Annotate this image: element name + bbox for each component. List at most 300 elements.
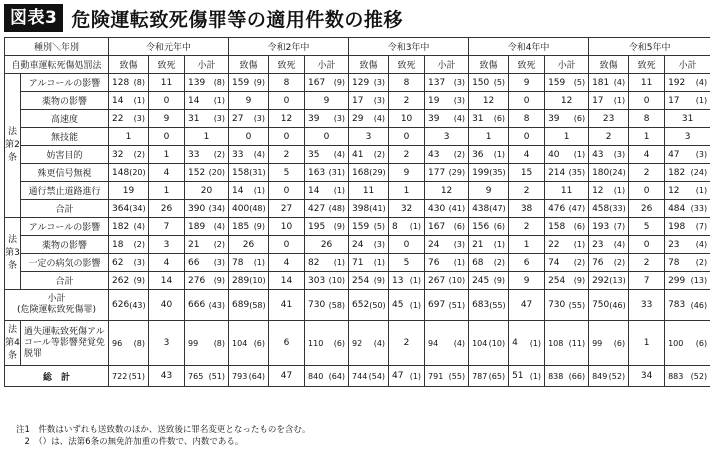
cell-value: 744 bbox=[352, 371, 368, 381]
cell-parenthetical: (47) bbox=[489, 204, 506, 213]
cell-value: 78 bbox=[668, 257, 680, 268]
cell-value: 12 bbox=[280, 113, 293, 124]
cell-value: 23 bbox=[668, 239, 680, 250]
cell-parenthetical: (4) bbox=[213, 222, 226, 231]
value-cell bbox=[185, 92, 229, 110]
cell-content bbox=[230, 168, 267, 178]
cell-value: 18 bbox=[112, 239, 124, 250]
cell-parenthetical: (48) bbox=[328, 204, 346, 213]
value-cell bbox=[425, 290, 469, 321]
cell-content bbox=[546, 372, 587, 381]
cell-content bbox=[390, 371, 423, 381]
value-cell bbox=[269, 92, 305, 110]
cell-content bbox=[470, 258, 507, 268]
cell-content bbox=[666, 132, 709, 142]
cell-value: 182 bbox=[112, 221, 130, 232]
value-cell bbox=[229, 146, 269, 164]
value-cell bbox=[425, 74, 469, 92]
note-1: 注1 件数はいずれも送致数のほか、送致後に罪名変更となったものを含む。 bbox=[16, 425, 311, 435]
value-cell bbox=[185, 200, 229, 218]
cell-parenthetical: (4) bbox=[253, 150, 266, 159]
cell-value: 3 bbox=[163, 239, 170, 250]
value-cell bbox=[389, 366, 425, 387]
cell-content bbox=[110, 300, 147, 310]
cell-value: 689 bbox=[232, 300, 250, 310]
value-cell bbox=[269, 164, 305, 182]
cell-content bbox=[110, 222, 147, 232]
cell-parenthetical: (7) bbox=[695, 222, 708, 231]
cell-content bbox=[426, 204, 467, 214]
cell-value: 1 bbox=[643, 338, 650, 348]
article-4-crime-label: 過失運転致死傷アルコール等影響発覚免脱罪 bbox=[21, 321, 109, 366]
cell-parenthetical: (43) bbox=[129, 300, 146, 310]
cell-value: 96 bbox=[112, 338, 123, 348]
notes bbox=[16, 424, 310, 448]
cell-value: 750 bbox=[592, 300, 610, 310]
cell-value: 262 bbox=[112, 275, 130, 286]
cell-value: 10 bbox=[280, 221, 293, 232]
cell-content bbox=[546, 258, 587, 268]
subcol-header: 致死 bbox=[629, 56, 665, 74]
cell-value: 66 bbox=[188, 257, 200, 268]
cell-content bbox=[546, 168, 587, 178]
cell-content bbox=[230, 276, 267, 286]
cell-parenthetical: (51) bbox=[128, 371, 146, 381]
cell-content bbox=[546, 240, 587, 250]
table-row bbox=[5, 272, 710, 290]
cell-content bbox=[186, 276, 227, 286]
cell-content bbox=[426, 150, 467, 160]
value-cell bbox=[425, 182, 469, 200]
value-cell bbox=[349, 290, 389, 321]
cell-value: 427 bbox=[308, 203, 326, 214]
cell-value: 7 bbox=[163, 221, 170, 232]
cell-content bbox=[350, 276, 387, 286]
value-cell bbox=[305, 182, 349, 200]
subtotal-label-line-1: 小計 bbox=[47, 294, 66, 304]
value-cell bbox=[349, 272, 389, 290]
cell-content bbox=[590, 186, 627, 196]
cell-content bbox=[390, 300, 423, 310]
value-cell bbox=[109, 290, 149, 321]
value-cell bbox=[389, 236, 425, 254]
cell-content bbox=[306, 132, 347, 142]
cell-parenthetical: (34) bbox=[208, 204, 226, 213]
cell-parenthetical: (13) bbox=[609, 276, 626, 285]
cell-content bbox=[426, 114, 467, 124]
cell-content bbox=[230, 300, 267, 310]
cell-parenthetical: (1) bbox=[573, 240, 586, 249]
value-cell bbox=[469, 272, 509, 290]
value-cell bbox=[665, 74, 710, 92]
cell-value: 137 bbox=[428, 77, 446, 88]
value-cell bbox=[545, 182, 589, 200]
cell-value: 99 bbox=[592, 338, 603, 348]
cell-value: 0 bbox=[283, 239, 290, 250]
cell-parenthetical: (3) bbox=[213, 258, 226, 267]
cell-value: 4 bbox=[643, 149, 650, 160]
cell-value: 110 bbox=[308, 338, 324, 348]
cell-value: 0 bbox=[403, 131, 410, 142]
row-label: 合計 bbox=[21, 200, 109, 218]
value-cell bbox=[425, 110, 469, 128]
cell-value: 2 bbox=[403, 338, 410, 348]
table-row bbox=[5, 146, 710, 164]
value-cell bbox=[109, 128, 149, 146]
cell-parenthetical: (3) bbox=[133, 258, 146, 267]
cell-value: 181 bbox=[592, 77, 610, 88]
cell-value: 2 bbox=[643, 257, 650, 268]
value-cell bbox=[425, 164, 469, 182]
subcol-header: 小計 bbox=[185, 56, 229, 74]
cell-content bbox=[630, 300, 663, 310]
cell-parenthetical: (33) bbox=[690, 204, 708, 213]
cell-value: 5 bbox=[643, 221, 650, 232]
cell-value: 3 bbox=[163, 338, 170, 348]
cell-value: 39 bbox=[308, 113, 320, 124]
subcol-header: 致死 bbox=[509, 56, 545, 74]
cell-content bbox=[390, 222, 423, 232]
cell-parenthetical: (10) bbox=[328, 276, 346, 285]
cell-content bbox=[150, 114, 183, 124]
cell-parenthetical: (6) bbox=[695, 338, 708, 348]
value-cell bbox=[389, 92, 425, 110]
cell-content bbox=[546, 339, 587, 348]
cell-value: 159 bbox=[548, 77, 566, 88]
cell-parenthetical: (46) bbox=[690, 300, 708, 310]
value-cell bbox=[305, 236, 349, 254]
cell-content bbox=[426, 132, 467, 142]
cell-value: 182 bbox=[668, 167, 686, 178]
year-header: 令和元年中 bbox=[109, 38, 229, 56]
cell-content bbox=[230, 132, 267, 142]
cell-value: 245 bbox=[472, 275, 490, 286]
cell-parenthetical: (1) bbox=[613, 186, 626, 195]
value-cell bbox=[185, 110, 229, 128]
cell-value: 41 bbox=[280, 300, 293, 310]
cell-value: 254 bbox=[548, 275, 566, 286]
cell-parenthetical: (51) bbox=[208, 371, 226, 381]
cell-parenthetical: (1) bbox=[373, 258, 386, 267]
row-label: 無技能 bbox=[21, 128, 109, 146]
cell-value: 3 bbox=[684, 131, 691, 142]
cell-content bbox=[590, 132, 627, 142]
value-cell bbox=[629, 200, 665, 218]
table-row bbox=[5, 254, 710, 272]
table-row bbox=[5, 200, 710, 218]
cell-value: 438 bbox=[472, 203, 490, 214]
table-row bbox=[5, 92, 710, 110]
value-cell bbox=[305, 92, 349, 110]
cell-parenthetical: (1) bbox=[529, 371, 542, 381]
cell-content bbox=[510, 96, 543, 106]
cell-value: 626 bbox=[112, 300, 130, 310]
cell-content bbox=[630, 186, 663, 196]
row-label: 通行禁止道路進行 bbox=[21, 182, 109, 200]
cell-value: 14 bbox=[188, 95, 200, 106]
value-cell bbox=[589, 74, 629, 92]
value-cell bbox=[185, 218, 229, 236]
value-cell bbox=[665, 236, 710, 254]
cell-content bbox=[546, 150, 587, 160]
cell-value: 41 bbox=[352, 149, 364, 160]
cell-value: 62 bbox=[112, 257, 124, 268]
cell-value: 793 bbox=[232, 371, 248, 381]
value-cell bbox=[349, 74, 389, 92]
cell-parenthetical: (35) bbox=[489, 168, 506, 177]
value-cell bbox=[469, 182, 509, 200]
value-cell bbox=[509, 128, 545, 146]
value-cell bbox=[149, 236, 185, 254]
value-cell bbox=[109, 254, 149, 272]
cell-parenthetical: (33) bbox=[609, 204, 626, 213]
cell-value: 4 bbox=[283, 257, 290, 268]
cell-value: 76 bbox=[428, 257, 440, 268]
value-cell bbox=[149, 366, 185, 387]
cell-value: 29 bbox=[352, 113, 364, 124]
cell-value: 14 bbox=[308, 185, 320, 196]
cell-value: 9 bbox=[163, 113, 170, 124]
cell-content bbox=[426, 300, 467, 310]
cell-value: 9 bbox=[245, 95, 252, 106]
header-row-subcols bbox=[5, 56, 710, 74]
cell-value: 17 bbox=[668, 95, 680, 106]
cell-content bbox=[546, 114, 587, 124]
value-cell bbox=[229, 254, 269, 272]
cell-parenthetical: (2) bbox=[133, 240, 146, 249]
cell-value: 765 bbox=[188, 371, 204, 381]
value-cell bbox=[509, 254, 545, 272]
value-cell bbox=[305, 272, 349, 290]
cell-value: 9 bbox=[403, 167, 410, 178]
cell-value: 74 bbox=[548, 257, 560, 268]
value-cell bbox=[269, 218, 305, 236]
value-cell bbox=[389, 272, 425, 290]
year-header: 令和5年中 bbox=[589, 38, 710, 56]
note-2: 2 （）は、法第6条の無免許加重の件数で、内数である。 bbox=[16, 437, 244, 447]
value-cell bbox=[269, 128, 305, 146]
cell-parenthetical: (10) bbox=[488, 338, 506, 348]
cell-content bbox=[230, 150, 267, 160]
value-cell bbox=[665, 321, 710, 366]
value-cell bbox=[185, 236, 229, 254]
cell-content bbox=[630, 114, 663, 124]
cell-value: 0 bbox=[643, 95, 650, 106]
cell-parenthetical: (5) bbox=[573, 78, 586, 87]
cell-parenthetical: (31) bbox=[328, 168, 346, 177]
cell-value: 0 bbox=[643, 185, 650, 196]
cell-content bbox=[110, 258, 147, 268]
cell-value: 33 bbox=[188, 149, 200, 160]
cell-content bbox=[186, 372, 227, 381]
cell-value: 791 bbox=[428, 371, 444, 381]
cell-value: 722 bbox=[112, 371, 128, 381]
cell-value: 14 bbox=[232, 185, 244, 196]
page-title: 危険運転致死傷罪等の適用件数の推移 bbox=[71, 8, 403, 31]
cell-content bbox=[230, 240, 267, 250]
cell-parenthetical: (5) bbox=[493, 78, 506, 87]
cell-content bbox=[186, 96, 227, 106]
cell-parenthetical: (1) bbox=[133, 96, 146, 105]
cell-content bbox=[510, 186, 543, 196]
cell-content bbox=[270, 186, 303, 196]
value-cell bbox=[629, 290, 665, 321]
cell-content bbox=[110, 372, 147, 381]
cell-value: 180 bbox=[592, 167, 610, 178]
value-cell bbox=[629, 182, 665, 200]
cell-value: 8 bbox=[523, 113, 530, 124]
cell-content bbox=[150, 132, 183, 142]
value-cell bbox=[149, 272, 185, 290]
cell-value: 0 bbox=[283, 185, 290, 196]
value-cell bbox=[545, 254, 589, 272]
cell-content bbox=[306, 204, 347, 214]
cell-content bbox=[230, 222, 267, 232]
cell-parenthetical: (1) bbox=[613, 96, 626, 105]
cell-content bbox=[270, 168, 303, 178]
cell-content bbox=[590, 258, 627, 268]
cell-content bbox=[350, 186, 387, 196]
cell-parenthetical: (58) bbox=[249, 300, 266, 310]
value-cell bbox=[149, 74, 185, 92]
cell-value: 783 bbox=[668, 300, 686, 310]
cell-content bbox=[306, 240, 347, 250]
cell-parenthetical: (1) bbox=[695, 96, 708, 105]
cell-content bbox=[470, 168, 507, 178]
cell-content bbox=[150, 300, 183, 310]
row-label: 妨害目的 bbox=[21, 146, 109, 164]
cell-value: 8 bbox=[643, 113, 650, 124]
cell-content bbox=[390, 240, 423, 250]
cell-parenthetical: (1) bbox=[333, 258, 346, 267]
cell-content bbox=[630, 168, 663, 178]
value-cell bbox=[509, 290, 545, 321]
cell-parenthetical: (4) bbox=[453, 338, 466, 348]
cell-value: 21 bbox=[188, 239, 200, 250]
value-cell bbox=[629, 236, 665, 254]
value-cell bbox=[469, 290, 509, 321]
value-cell bbox=[545, 74, 589, 92]
value-cell bbox=[665, 164, 710, 182]
value-cell bbox=[269, 321, 305, 366]
value-cell bbox=[665, 110, 710, 128]
value-cell bbox=[389, 182, 425, 200]
value-cell bbox=[305, 254, 349, 272]
cell-parenthetical: (4) bbox=[613, 240, 626, 249]
cell-parenthetical: (65) bbox=[488, 371, 506, 381]
cell-value: 198 bbox=[668, 221, 686, 232]
cell-value: 33 bbox=[640, 300, 653, 310]
value-cell bbox=[269, 290, 305, 321]
value-cell bbox=[229, 74, 269, 92]
value-cell bbox=[349, 182, 389, 200]
cell-value: 9 bbox=[485, 185, 492, 196]
cell-content bbox=[510, 132, 543, 142]
cell-value: 390 bbox=[188, 203, 206, 214]
value-cell bbox=[349, 128, 389, 146]
cell-content bbox=[150, 96, 183, 106]
cell-value: 185 bbox=[232, 221, 250, 232]
value-cell bbox=[349, 218, 389, 236]
cell-parenthetical: (2) bbox=[213, 240, 226, 249]
cell-parenthetical: (4) bbox=[613, 78, 626, 87]
value-cell bbox=[229, 128, 269, 146]
value-cell bbox=[589, 146, 629, 164]
value-cell bbox=[469, 321, 509, 366]
cell-content bbox=[110, 276, 147, 286]
cell-content bbox=[630, 132, 663, 142]
cell-value: 51 bbox=[512, 371, 524, 381]
value-cell bbox=[469, 164, 509, 182]
cell-content bbox=[666, 240, 709, 250]
value-cell bbox=[629, 218, 665, 236]
cell-content bbox=[350, 258, 387, 268]
cell-value: 0 bbox=[523, 95, 530, 106]
cell-content bbox=[270, 96, 303, 106]
cell-content bbox=[426, 339, 467, 348]
cell-value: 4 bbox=[163, 167, 170, 178]
cell-content bbox=[186, 204, 227, 214]
value-cell bbox=[509, 200, 545, 218]
value-cell bbox=[509, 146, 545, 164]
cell-content bbox=[470, 372, 507, 381]
cell-content bbox=[470, 78, 507, 88]
cell-value: 398 bbox=[352, 203, 370, 214]
cell-content bbox=[426, 186, 467, 196]
value-cell bbox=[665, 218, 710, 236]
value-cell bbox=[629, 146, 665, 164]
cell-content bbox=[230, 258, 267, 268]
cell-parenthetical: (58) bbox=[328, 300, 346, 310]
cell-parenthetical: (50) bbox=[369, 300, 386, 310]
row-label: 薬物の影響 bbox=[21, 92, 109, 110]
cell-value: 0 bbox=[163, 131, 170, 142]
cell-content bbox=[306, 258, 347, 268]
cell-value: 27 bbox=[232, 113, 244, 124]
value-cell bbox=[109, 272, 149, 290]
cell-content bbox=[510, 240, 543, 250]
value-cell bbox=[425, 200, 469, 218]
cell-content bbox=[510, 300, 543, 310]
cell-parenthetical: (9) bbox=[333, 78, 346, 87]
row-label: 一定の病気の影響 bbox=[21, 254, 109, 272]
cell-value: 94 bbox=[428, 338, 439, 348]
value-cell bbox=[425, 321, 469, 366]
value-cell bbox=[229, 182, 269, 200]
value-cell bbox=[109, 110, 149, 128]
cell-value: 22 bbox=[112, 113, 124, 124]
cell-content bbox=[186, 258, 227, 268]
value-cell bbox=[229, 272, 269, 290]
cell-content bbox=[390, 96, 423, 106]
value-cell bbox=[109, 92, 149, 110]
cell-content bbox=[426, 258, 467, 268]
cell-parenthetical: (4) bbox=[453, 114, 466, 123]
cell-content bbox=[510, 78, 543, 88]
value-cell bbox=[305, 146, 349, 164]
cell-parenthetical: (7) bbox=[613, 222, 626, 231]
value-cell bbox=[109, 236, 149, 254]
cell-content bbox=[350, 300, 387, 310]
cell-content bbox=[390, 186, 423, 196]
value-cell bbox=[269, 182, 305, 200]
cell-parenthetical: (20) bbox=[129, 168, 146, 177]
cell-value: 5 bbox=[403, 257, 410, 268]
value-cell bbox=[589, 92, 629, 110]
cell-content bbox=[546, 96, 587, 106]
value-cell bbox=[149, 164, 185, 182]
cell-content bbox=[426, 276, 467, 286]
